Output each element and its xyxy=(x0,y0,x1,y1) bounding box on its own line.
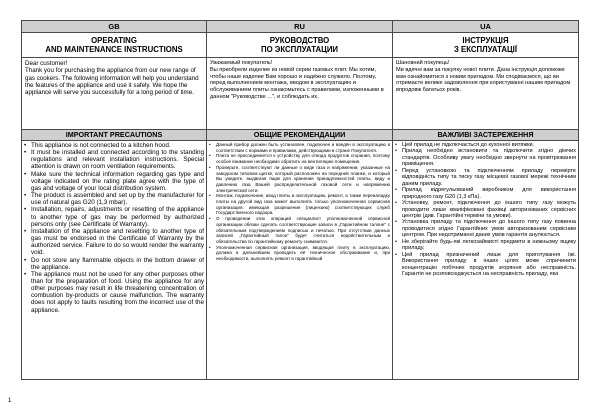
precautions-ua xyxy=(393,141,579,380)
title-row xyxy=(22,33,579,58)
list-item: • Do not store any flammable objects in the bottom drawer of the appliance. xyxy=(24,257,204,271)
instruction-table xyxy=(21,20,579,380)
list-item: • Прилад відрегульований виробником для використання природного газу G20 (1,3 кПа). xyxy=(395,187,576,200)
title-gb-line-1: OPERATING xyxy=(91,36,137,45)
title-ru xyxy=(207,33,393,58)
list-item: • The product is assembled and set up by the manufacturer for use of natural gas G20 (1,3 mbar). xyxy=(24,192,204,206)
list-item: • Прилад необхідно встановити та підключити згідно діючих стандартів. Особливу увагу необхідно звернути на провітрювання приміщення. xyxy=(395,148,576,167)
title-gb-line-2: AND MAINTENANCE INSTRUCTIONS xyxy=(45,45,183,54)
language-ru: RU xyxy=(207,21,393,33)
page-number: 1 xyxy=(8,398,12,404)
intro-gb: Dear customer! Thank you for purchasing the appliance from our new range of gas cookers. The following information will help you understand the features of the appliance and use it safely. We hope the appliance will serve you successfully for a long period of time. xyxy=(22,58,207,130)
list-item: • Installation of the appliance and resetting to another type of gas must be endorsed in the Certificate of Warranty by the authorized service. Failure to do so would render the warranty void. xyxy=(24,228,204,257)
title-ua-line-2: З ЕКСПЛУАТАЦІЇ xyxy=(453,45,518,54)
intro-ua: Шановний покупець! Ми вдячні вам за покупку нової плити. Дана інструкція допоможе вам ознайомитися з новим приладом. Ми сподіваємося, що ви отримаєте велике задоволення при користуванні нашим приладом впродовж багатьох років. xyxy=(393,58,579,130)
section-title-ua: ВАЖЛИВІ ЗАСТЕРЕЖЕННЯ xyxy=(393,130,579,141)
list-item: • Цей прилад не підключається до кухонної витяжки. xyxy=(395,142,576,148)
title-ru-line-2: ПО ЭКСПЛУАТАЦИИ xyxy=(260,45,339,54)
list-item: • Данный прибор должен быть установлен, подключен и введён в эксплуатацию в соответствии с нормами и правилами, действующими в стране Покупателя. xyxy=(209,142,390,153)
list-item: • It must be installed and connected according to the standing regulations and relevant installation instructions. Special attention is drawn on room ventilation requirements. xyxy=(24,149,204,170)
list-item: • Цей прилад призначений лише для приготування їжі. Використання приладу в інших цілях може спричинити концентрацію побічних продуктів згоряння або несправність. Гарантія не розповсюджується на несправність приладу, яка xyxy=(395,252,576,278)
precautions-list-ua xyxy=(395,142,576,278)
intro-row xyxy=(22,58,579,130)
language-ua: UA xyxy=(393,21,579,33)
list-item: • Плита не присоединяется к устройству для отвода продуктов сгорания, поэтому особое внимание необходимо обратить на вентиляцию помещения. xyxy=(209,153,390,164)
section-title-gb: IMPORTANT PRECAUTIONS xyxy=(22,130,207,141)
list-item: • Установка приладу та підключення до іншого типу газу повинна проводитися згідно Гарантійних умов авторизованим сервісним центром. При недотриманні даних умов гарантія анулюється. xyxy=(395,219,576,238)
manual-page xyxy=(21,20,578,408)
title-ua xyxy=(393,33,579,58)
precautions-gb xyxy=(22,141,207,380)
list-item: • Проверьте, соответствуют ли данные о виде газа и напряжении, указанные на заводском типовом щитке, который расположен на передней планке, и который Вы увидите, выдвигая ящик для хранения принадлежностей плиты, виду и давлению газа Вашей распределительной газовой сети и напряжению электрической сети. xyxy=(209,165,390,194)
list-item: • Перед установкою та підключенням приладу перевірте відповідність типу та тиску газу місцевої газової мережі технічним даним приладу. xyxy=(395,168,576,187)
precautions-list-gb xyxy=(24,142,204,314)
language-gb: GB xyxy=(22,21,207,33)
list-item: • Уполномоченная сервисная организация, вводящая плиту в эксплуатацию, должна в дальнейшем проводить её техническое обслуживание и, при необходимости, выполнять ремонт в гарантийный xyxy=(209,245,390,262)
list-item: • Make sure the technical information regarding gas type and voltage indicated on the rating plate agree with the type of gas and voltage of your local distribution system. xyxy=(24,171,204,192)
list-item: • Установку, ремонт, підключення до іншого типу газу можуть проводити лише кваліфіковані фахівці авторизованих сервісних центрів (див. Гарантійні терміни та умови). xyxy=(395,200,576,219)
section-header-row xyxy=(22,130,579,141)
list-item: • Installation, repairs, adjustments or resetting of the appliance to another type of gas may be performed by authorized persons only (see Certificate of Warranty). xyxy=(24,206,204,227)
title-ua-line-1: ІНСТРУКЦІЯ xyxy=(462,36,509,45)
precautions-ru xyxy=(207,141,393,380)
list-item: • The appliance must not be used for any other purposes other than for the preparation of food. Using the appliance for any other purposes may result in life threatening concentration of combustion by-products or cause malfunction. The warranty does not apply to faults resulting from the incorrect use of the appliance. xyxy=(24,271,204,314)
intro-ru: Уважаемый покупатель! Вы приобрели изделие из новой серии газовых плит. Мы хотим, чтобы наше изделие Вам хорошо и надёжно служило. Поэтому, перед выполнением монтажа, вводом в эксплуатацию и обслуживанием плиты ознакомьтесь с правилами, изложенными в данном "Руководстве ...", и соблюдать их. xyxy=(207,58,393,130)
title-ru-line-1: РУКОВОДСТВО xyxy=(269,36,330,45)
precautions-row xyxy=(22,141,579,380)
list-item: • Монтаж, подключение, ввод плиты в эксплуатацию, ремонт, а также переналадку плиты на другой вид газа может выполнять только уполномоченная сервисная организация, имеющая разрешение (лицензию) соответствующих служб Государственного надзора. xyxy=(209,193,390,216)
list-item: • Не зберігайте будь-які легкозаймисті предмети в нижньому ящику приладу. xyxy=(395,239,576,252)
section-title-ru: ОБЩИЕ РЕКОМЕНДАЦИИ xyxy=(207,130,393,141)
language-header-row xyxy=(22,21,579,33)
precautions-list-ru xyxy=(209,142,390,262)
title-gb xyxy=(22,33,207,58)
list-item: • This appliance is not connected to a kitchen hood. xyxy=(24,142,204,149)
list-item: • О проведении этих операций специалист уполномоченной сервисной организации обязан сделать соответствующие записи в „Гарантийном талоне" с обязательным подтверждением подписью и печатью. При отсутствии данных записей „Гарантийный талон" будет считаться недействительным и обязательства по гарантийному ремонту снимаются. xyxy=(209,216,390,245)
